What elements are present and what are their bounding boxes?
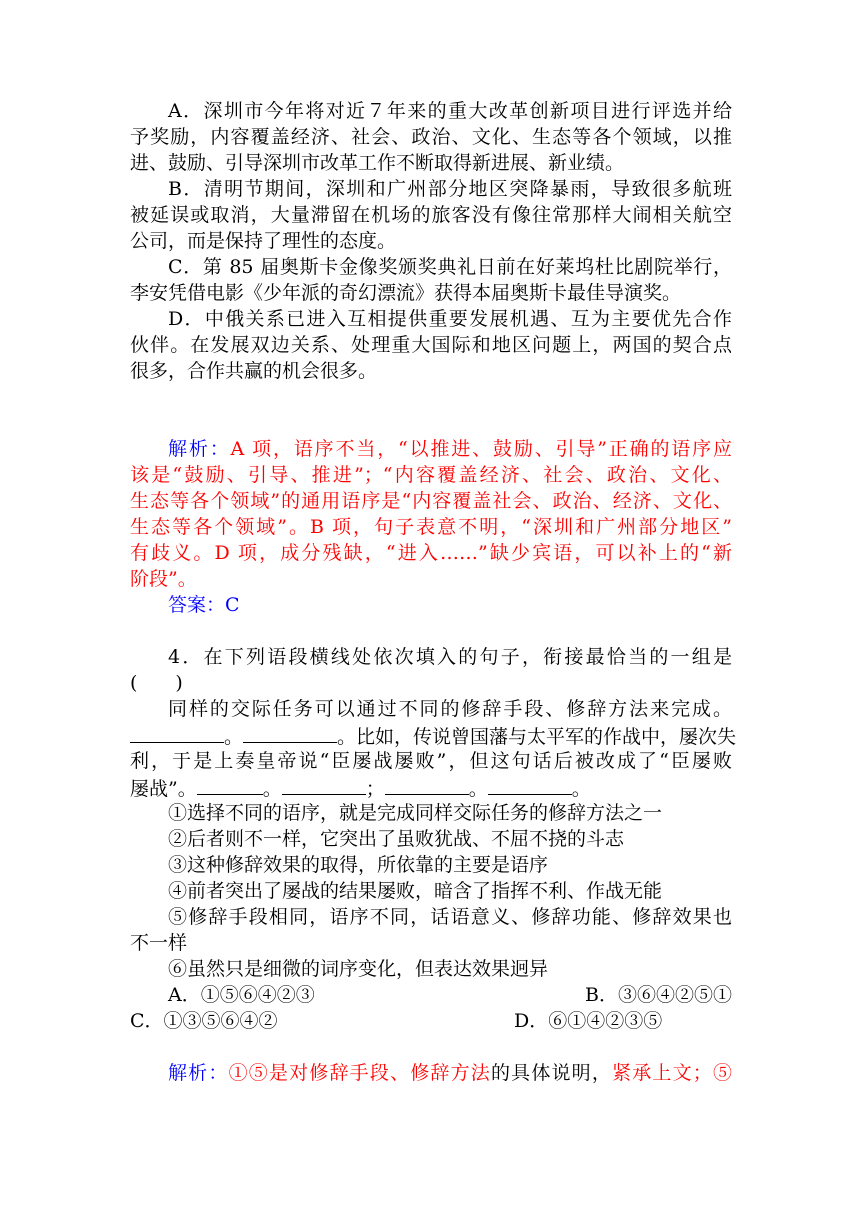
- option-b-line-3: 公司，而是保持了理性的态度。: [130, 230, 397, 252]
- analysis-text: 的具体说明，: [490, 1062, 613, 1084]
- analysis-3-line-3: 生态等各个领域”的通用语序是“内容覆盖社会、政治、经济、文化、: [130, 490, 732, 512]
- sentence-item-4: ④前者突出了屡战的结果屡败，暗含了指挥不利、作战无能: [168, 880, 663, 902]
- fill-blank[interactable]: [282, 774, 366, 795]
- sentence-item-1: ①选择不同的语序，就是完成同样交际任务的修辞方法之一: [168, 802, 663, 824]
- question-4-stem-2: ( ): [130, 672, 183, 694]
- question-4-passage-2: 。 。比如，传说曾国藩与太平军的作战中，屡次失: [130, 722, 732, 748]
- fill-blank[interactable]: [385, 774, 469, 795]
- sentence-item-6: ⑥虽然只是细微的词序变化，但表达效果迥异: [168, 958, 549, 980]
- analysis-label: 解析：: [168, 1062, 229, 1084]
- sentence-item-2: ②后者则不一样，它突出了虽败犹战、不屈不挠的斗志: [168, 828, 625, 850]
- answer-value: C: [225, 594, 240, 616]
- choice-d[interactable]: D．⑥①④②③⑤: [514, 1010, 663, 1032]
- analysis-3-line-5: 有歧义。D 项，成分残缺，“进入……”缺少宾语，可以补上的“新: [130, 542, 732, 564]
- choice-row-1: [130, 982, 732, 1008]
- option-a-line-3: 进、鼓励、引导深圳市改革工作不断取得新进展、新业绩。: [130, 152, 625, 174]
- question-4-stem-1: 4．在下列语段横线处依次填入的句子，衔接最恰当的一组是: [168, 646, 732, 668]
- question-4-passage-1: 同样的交际任务可以通过不同的修辞手段、修辞方法来完成。: [168, 698, 732, 720]
- fill-blank[interactable]: [197, 774, 263, 795]
- document-page: [130, 98, 737, 1086]
- analysis-3-line-4: 生态等各个领域”。B 项，句子表意不明，“深圳和广州部分地区”: [130, 516, 732, 538]
- option-d-line-2: 伙伴。在发展双边关系、处理重大国际和地区问题上，两国的契合点: [130, 334, 732, 356]
- fill-blank[interactable]: [488, 774, 572, 795]
- option-a-line-1: A．深圳市今年将对近７年来的重大改革创新项目进行评选并给: [168, 100, 732, 122]
- option-d-line-1: D．中俄关系已进入互相提供重要发展机遇、互为主要优先合作: [168, 308, 732, 330]
- option-a-line-2: 予奖励，内容覆盖经济、社会、政治、文化、生态等各个领域，以推: [130, 126, 732, 148]
- analysis-text: 紧承上文；⑤: [612, 1062, 732, 1084]
- option-d-line-3: 很多，合作共赢的机会很多。: [130, 360, 378, 382]
- analysis-text: A 项，语序不当，“以推进、鼓: [230, 438, 514, 460]
- fill-blank[interactable]: [243, 722, 337, 743]
- analysis-label: 解析：: [168, 438, 231, 460]
- choice-row-2: [130, 1008, 732, 1034]
- analysis-4-line-1: [130, 1060, 732, 1086]
- sentence-item-3: ③这种修辞效果的取得，所依靠的主要是语序: [168, 854, 549, 876]
- fill-blank[interactable]: [130, 722, 224, 743]
- sentence-item-5: ⑤修辞手段相同，语序不同，话语意义、修辞功能、修辞效果也: [168, 906, 732, 928]
- option-c-line-2: 李安凭借电影《少年派的奇幻漂流》获得本届奥斯卡最佳导演奖。: [130, 282, 682, 304]
- choice-b[interactable]: B．③⑥④②⑤①: [585, 984, 732, 1006]
- question-4-passage-3: 利，于是上奏皇帝说“臣屡战屡败”，但这句话后被改成了“臣屡败: [130, 750, 732, 772]
- option-b-line-1: B．清明节期间，深圳和广州部分地区突降暴雨，导致很多航班: [168, 178, 732, 200]
- option-b-line-2: 被延误或取消，大量滞留在机场的旅客没有像往常那样大闹相关航空: [130, 204, 732, 226]
- analysis-3-line-6: 阶段”。: [130, 568, 197, 590]
- choice-a[interactable]: A．①⑤⑥④②③: [168, 984, 315, 1006]
- choice-c[interactable]: C．①③⑤⑥④②: [130, 1010, 278, 1032]
- option-c-line-1: C．第 85 届奥斯卡金像奖颁奖典礼日前在好莱坞杜比剧院举行，: [168, 256, 732, 278]
- answer-label: 答案：: [168, 594, 226, 616]
- analysis-text: ①⑤是对修辞手段、修辞方法: [228, 1062, 491, 1084]
- analysis-3-line-2: 该是“鼓励、引导、推进”；“内容覆盖经济、社会、政治、文化、: [130, 464, 732, 486]
- sentence-item-5-cont: 不一样: [130, 932, 188, 954]
- analysis-3-line-1: [130, 436, 732, 462]
- question-4-passage-4: 屡战”。 。 ； 。 。: [130, 774, 732, 800]
- answer-3: [130, 592, 732, 618]
- analysis-text: 励、引导”正确的语序应: [513, 438, 732, 460]
